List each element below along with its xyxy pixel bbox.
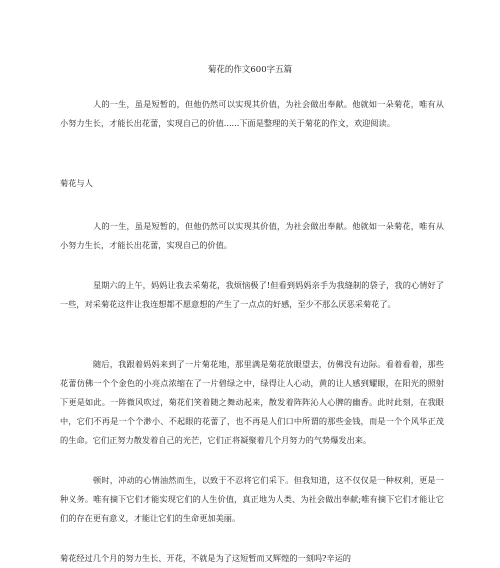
paragraph-4: 顿时，冲动的心情油然而生，以致于不忍将它们采下。但我知道，这不仅仅是一种权利，更是一种义务。唯有摘下它们才能实现它们的人生价值，真正地为人类、为社会做出奉献;唯有摘下它们才能让它们的存在更有意义，才能让它们的生命更加美丽。 <box>60 475 444 523</box>
paragraph-3: 随后，我跟着妈妈来到了一片菊花地，那里满是菊花放眼望去，仿佛没有边际。看着看着，那些花蕾仿佛一个个金色的小亮点浓缩在了一片碧绿之中，绿得让人心动，黄的让人感到耀眼，在阳光的照射下更是如此。一阵微风吹过，菊花们笑着随之舞动起来，散发着阵阵沁人心脾的幽香。此时此刻，在我眼中，它们不再是一个个渺小、不起眼的花蕾了，也不再是人们口中所谓的那些金钱，而是一个个风华正茂的生命。它们正努力散发着自己的光芒，它们正将凝聚着几个月努力的气势爆发出来。 <box>60 359 444 445</box>
paragraph-2: 星期六的上午，妈妈让我去采菊花，我烦恼极了!但看到妈妈亲手为我缝制的袋子，我的心情好了一些，对采菊花这件让我连想都不愿意想的产生了一点点的好感，至少不那么厌恶采菊花了。 <box>60 280 444 309</box>
section-heading: 菊花与人 <box>60 178 93 188</box>
paragraph-5: 菊花经过几个月的努力生长、开花，不就是为了这短暂而又辉煌的一刻吗?辛运的 <box>60 553 351 563</box>
paragraph-1: 人的一生，虽是短暂的，但他仍然可以实现其价值，为社会做出奉献。他就如一朵菊花，唯有从小努力生长，才能长出花蕾，实现自己的价值。 <box>60 221 444 250</box>
document-title: 菊花的作文600字五篇 <box>207 65 293 75</box>
intro-paragraph: 人的一生，虽是短暂的，但他仍然可以实现其价值，为社会做出奉献。他就如一朵菊花，唯有从小努力生长，才能长出花蕾，实现自己的价值......下面是整理的关于菊花的作文，欢迎阅读。 <box>60 99 444 128</box>
